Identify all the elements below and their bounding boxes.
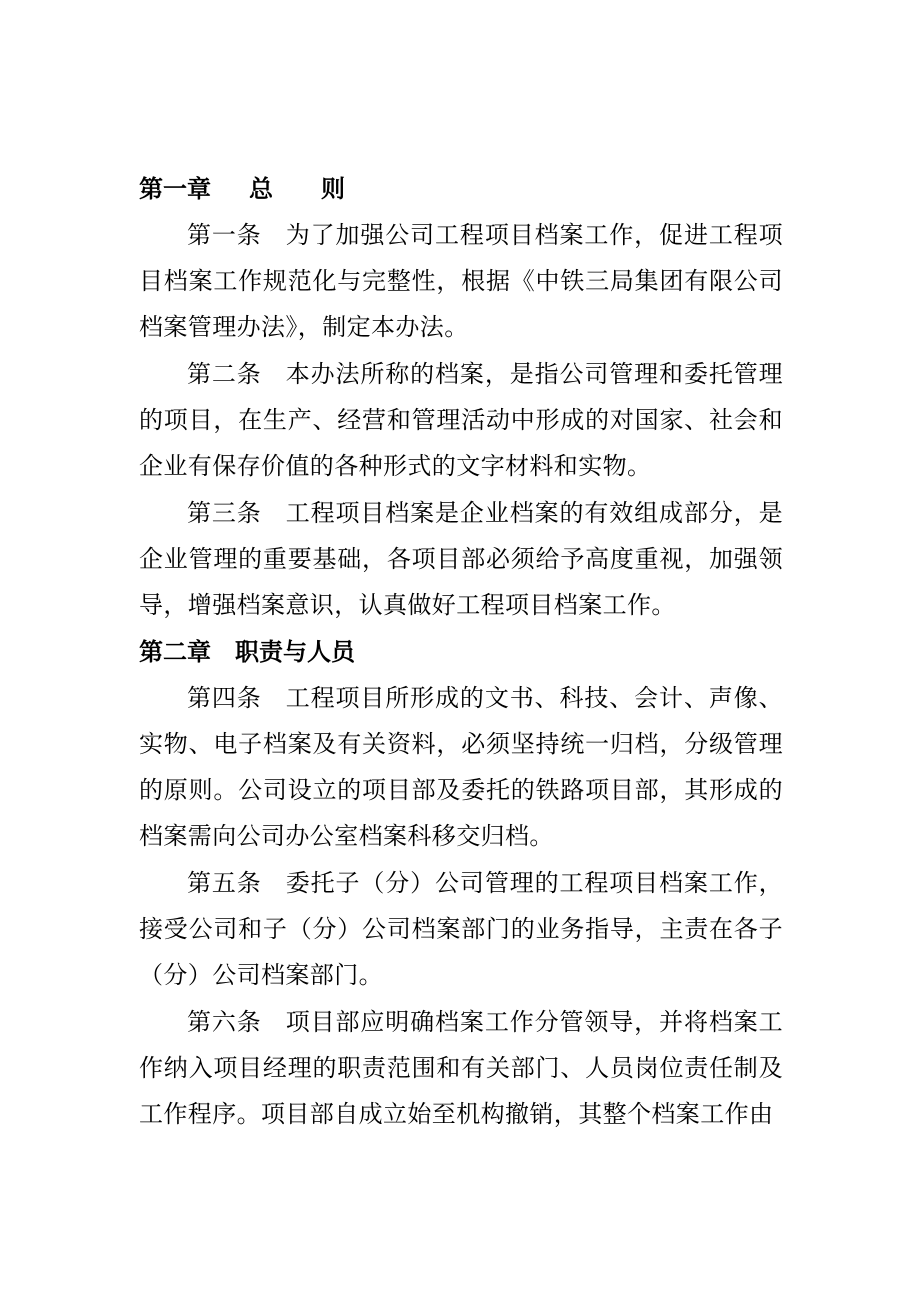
article-paragraph (139, 351, 783, 489)
article-paragraph (139, 999, 783, 1137)
article-text: 工程项目档案是企业档案的有效组成部分，是企业管理的重要基础，各项目部必须给予高度重视，加强领导，增强档案意识，认真做好工程项目档案工作。 (139, 499, 784, 619)
article-text: 委托子（分）公司管理的工程项目档案工作，接受公司和子（分）公司档案部门的业务指导，主责在各子（分）公司档案部门。 (139, 869, 784, 989)
chapter-title: 职责与人员 (235, 637, 355, 666)
article-text: 工程项目所形成的文书、科技、会计、声像、实物、电子档案及有关资料，必须坚持统一归档，分级管理的原则。公司设立的项目部及委托的铁路项目部，其形成的档案需向公司办公室档案科移交归档。 (139, 684, 784, 850)
document-page (139, 166, 783, 1138)
article-text: 为了加强公司工程项目档案工作，促进工程项目档案工作规范化与完整性，根据《中铁三局集团有限公司档案管理办法》，制定本办法。 (139, 221, 784, 341)
article-paragraph (139, 675, 783, 859)
article-paragraph (139, 490, 783, 628)
chapter-label: 第一章 (139, 174, 211, 203)
article-label: 第二条 (187, 360, 262, 388)
article-label: 第六条 (187, 1008, 262, 1036)
article-paragraph (139, 212, 783, 350)
chapter-heading-2 (139, 629, 783, 675)
article-text: 项目部应明确档案工作分管领导，并将档案工作纳入项目经理的职责范围和有关部门、人员岗位责任制及工作程序。项目部自成立始至机构撤销，其整个档案工作由 (139, 1008, 784, 1128)
article-text: 本办法所称的档案，是指公司管理和委托管理的项目，在生产、经营和管理活动中形成的对国家、社会和企业有保存价值的各种形式的文字材料和实物。 (139, 360, 784, 480)
article-label: 第一条 (187, 221, 262, 249)
article-label: 第四条 (187, 684, 262, 712)
article-label: 第五条 (187, 869, 262, 897)
chapter-title: 总 则 (249, 174, 345, 203)
chapter-heading-1 (139, 166, 783, 212)
chapter-label: 第二章 (139, 637, 211, 666)
article-paragraph (139, 860, 783, 998)
article-label: 第三条 (187, 499, 262, 527)
